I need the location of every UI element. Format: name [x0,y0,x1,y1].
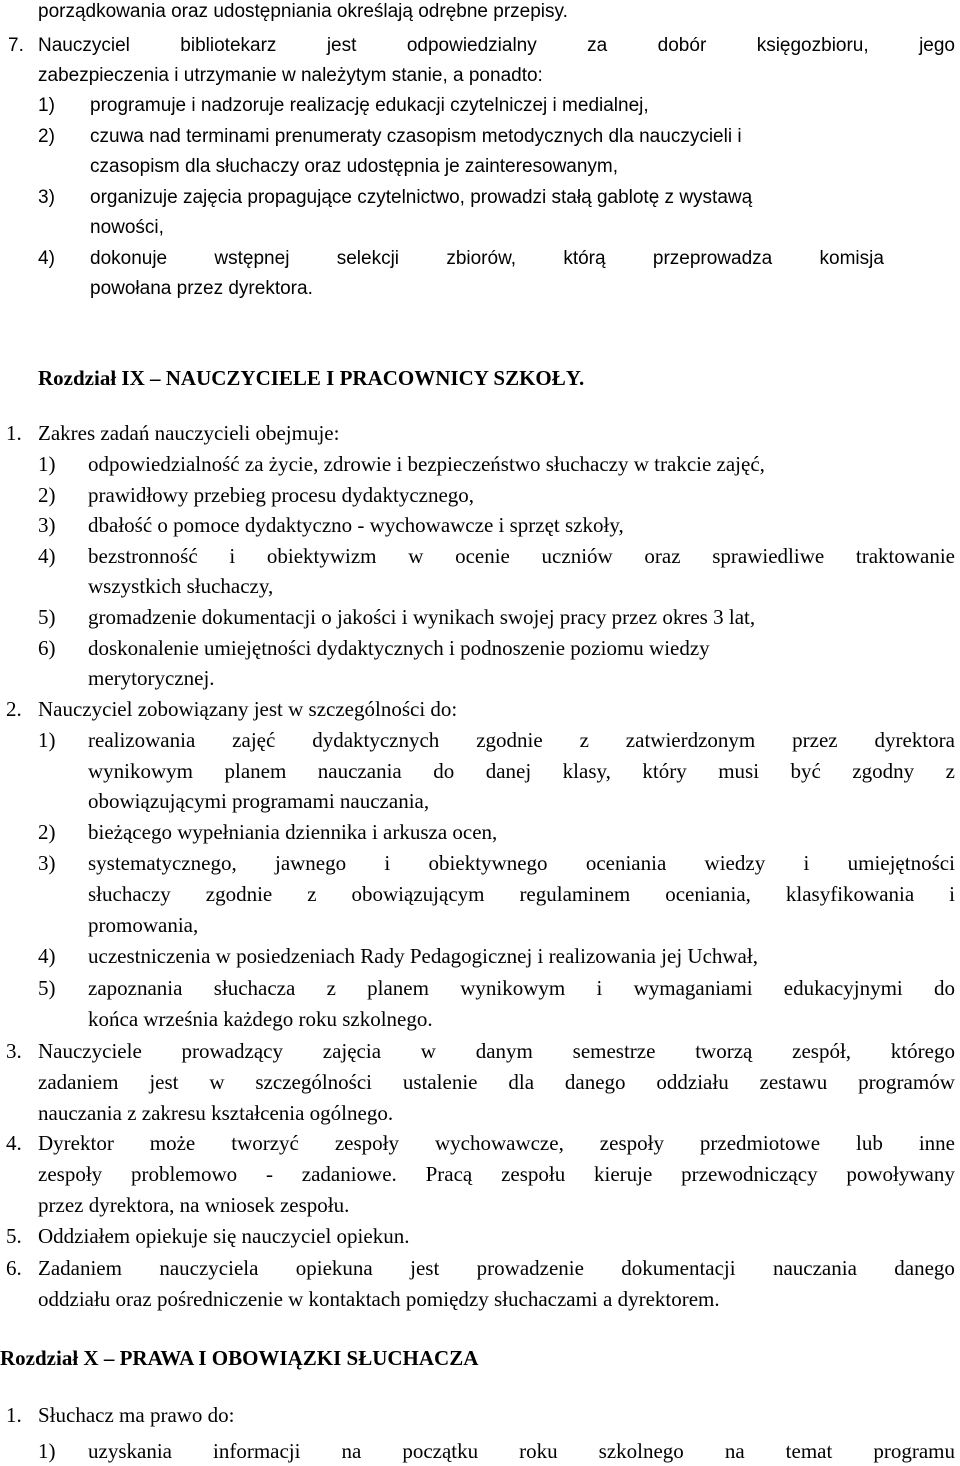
list-item-text [90,244,884,274]
list-number: 5. [6,1224,22,1248]
list-number: 1) [38,95,55,116]
list-item-text [88,725,955,755]
word: realizowania [88,728,196,752]
list-item-text: czuwa nad terminami prenumeraty czasopism metodycznych dla nauczycieli i [90,126,742,147]
word: edukacyjnymi [783,976,903,1000]
word: w [209,1070,225,1094]
word: obiektywizm [266,544,377,568]
word: dokumentacji [621,1256,736,1280]
word: klasy, [562,759,611,783]
word: prowadzący [181,1039,283,1063]
word: którą [563,248,606,269]
word: szczególności [255,1070,372,1094]
word: wychowawcze, [434,1131,564,1155]
list-item-text: dbałość o pomoce dydaktyczno - wychowawcze i sprzęt szkoły, [88,513,624,537]
word: systematycznego, [88,851,237,875]
word: oceniania [585,851,667,875]
word: i [949,882,955,906]
word: ocenie [455,544,510,568]
word: wynikowym [88,759,193,783]
word: odpowiedzialny [406,35,537,56]
list-number: 3) [38,187,55,208]
word: - [265,1162,273,1186]
word: i [803,851,810,875]
word: dydaktycznych [312,728,440,752]
word: temat [785,1439,833,1463]
word: Zadaniem [38,1256,122,1280]
word: ustalenie [402,1070,478,1094]
paragraph-line [38,1067,955,1097]
list-number: 6. [6,1256,22,1280]
list-item-text: promowania, [88,913,199,937]
word: zgodnie [205,882,273,906]
word: zespoły [599,1131,664,1155]
word: uczniów [541,544,613,568]
word: na [341,1439,362,1463]
word: roku [519,1439,558,1463]
word: który [642,759,687,783]
word: zapoznania [88,976,183,1000]
list-item-text: gromadzenie dokumentacji o jakości i wynikach swojej pracy przez okres 3 lat, [88,605,756,629]
list-item-text: odpowiedzialność za życie, zdrowie i bezpieczeństwo słuchaczy w trakcie zajęć, [88,452,765,476]
word: słuchaczy [88,882,171,906]
word: sprawiedliwe [712,544,825,568]
list-number: 1) [38,1439,56,1463]
word: przeprowadza [652,248,773,269]
word: dobór [657,35,707,56]
word: początku [402,1439,479,1463]
list-item-text: bieżącego wypełniania dziennika i arkusza ocen, [88,820,498,844]
word: powoływany [846,1162,955,1186]
list-item-text: programuje i nadzoruje realizację edukacji czytelniczej i medialnej, [90,95,649,116]
paragraph-line [38,1128,955,1158]
word: zestawu [759,1070,828,1094]
chapter-heading: Rozdział IX – NAUCZYCIELE I PRACOWNICY SZKOŁY. [38,366,585,390]
list-number: 1) [38,728,56,752]
word: dokonuje [90,248,168,269]
word: zajęcia [322,1039,382,1063]
word: bibliotekarz [180,35,277,56]
word: danej [485,759,532,783]
list-number: 3) [38,513,56,537]
word: bezstronność [88,544,198,568]
word: Dyrektor [38,1131,114,1155]
word: może [149,1131,196,1155]
list-number: 2) [38,483,56,507]
word: dyrektora [874,728,955,752]
word: nauczania [772,1256,857,1280]
list-item-text: końca września każdego roku szkolnego. [88,1007,433,1031]
word: księgozbioru, [756,35,869,56]
list-item-text: merytorycznej. [88,666,215,690]
word: wymaganiami [633,976,753,1000]
paragraph-line: Słuchacz ma prawo do: [38,1403,235,1427]
word: zatwierdzonym [625,728,756,752]
list-item-text: uczestniczenia w posiedzeniach Rady Pedagogicznej i realizowania jej Uchwał, [88,944,758,968]
list-number: 7. [8,35,24,56]
word: programów [858,1070,955,1094]
paragraph-line [38,1253,955,1283]
word: jest [149,1070,179,1094]
word: przewodniczący [681,1162,818,1186]
paragraph-line [38,1159,955,1189]
word: zespół, [792,1039,852,1063]
word: nauczania [317,759,402,783]
word: jego [919,35,955,56]
word: regulaminem [519,882,631,906]
word: przez [792,728,838,752]
word: komisja [819,248,884,269]
word: danym [475,1039,533,1063]
word: programu [873,1439,955,1463]
paragraph-line: oddziału oraz pośredniczenie w kontaktach pomiędzy słuchaczami a dyrektorem. [38,1287,720,1311]
list-number: 6) [38,636,56,660]
word: i [384,851,391,875]
word: problemowo [130,1162,238,1186]
word: jawnego [274,851,347,875]
word: zgodny [852,759,915,783]
word: słuchacza [213,976,296,1000]
list-number: 2. [6,697,22,721]
paragraph-line: Oddziałem opiekuje się nauczyciel opiekun. [38,1224,410,1248]
word: i [229,544,236,568]
word: w [420,1039,436,1063]
list-item-text: prawidłowy przebieg procesu dydaktycznego, [88,483,475,507]
list-number: 2) [38,820,56,844]
word: planem [224,759,287,783]
list-item-text: powołana przez dyrektora. [90,278,313,299]
list-item-text [88,1436,955,1466]
word: wiedzy [704,851,766,875]
word: zespoły [38,1162,103,1186]
list-number: 1) [38,452,56,476]
word: zadaniem [38,1070,119,1094]
word: lub [856,1131,883,1155]
list-number: 2) [38,126,55,147]
word: danego [894,1256,955,1280]
word: z [945,759,955,783]
word: wynikowym [460,976,566,1000]
word: zbiorów, [446,248,517,269]
word: Pracą [425,1162,473,1186]
word: przedmiotowe [699,1131,821,1155]
word: z [579,728,589,752]
word: na [724,1439,745,1463]
list-item-text: organizuje zajęcia propagujące czytelnictwo, prowadzi stałą gablotę z wystawą [90,187,753,208]
list-number: 4. [6,1131,22,1155]
word: danego [564,1070,626,1094]
word: traktowanie [855,544,955,568]
word: obowiązującym [351,882,485,906]
word: obiektywnego [428,851,548,875]
word: z [326,976,336,1000]
word: za [587,35,608,56]
list-item-text [88,879,955,909]
word: planem [367,976,429,1000]
word: w [408,544,424,568]
word: być [790,759,821,783]
list-number: 4) [38,248,55,269]
paragraph-line: porządkowania oraz udostępniania określają odrębne przepisy. [38,1,568,22]
paragraph-line: zabezpieczenia i utrzymanie w należytym stanie, a ponadto: [38,65,543,86]
list-item-text: czasopism dla słuchaczy oraz udostępnia je zainteresowanym, [90,156,619,177]
chapter-heading: Rozdział X – PRAWA I OBOWIĄZKI SŁUCHACZA [0,1346,479,1370]
list-number: 3. [6,1039,22,1063]
word: tworzą [695,1039,753,1063]
list-number: 1. [6,421,22,445]
list-number: 1. [6,1403,22,1427]
list-number: 3) [38,851,56,875]
word: Nauczyciele [38,1039,142,1063]
word: oceniania, [665,882,751,906]
word: uzyskania [88,1439,172,1463]
word: do [433,759,455,783]
word: tworzyć [231,1131,299,1155]
list-number: 4) [38,944,56,968]
word: zgodnie [476,728,543,752]
word: oraz [644,544,681,568]
word: do [934,976,955,1000]
word: z [307,882,317,906]
word: Nauczyciel [38,35,130,56]
list-number: 5) [38,605,56,629]
word: nauczyciela [159,1256,259,1280]
list-item-text [88,756,955,786]
paragraph-line: Zakres zadań nauczycieli obejmuje: [38,421,340,445]
word: kieruje [594,1162,653,1186]
word: semestrze [572,1039,656,1063]
list-item-text [88,848,955,878]
paragraph-line: nauczania z zakresu kształcenia ogólnego. [38,1101,394,1125]
word: i [596,976,603,1000]
word: selekcji [336,248,400,269]
list-item-text [88,973,955,1003]
word: inne [918,1131,955,1155]
word: zespołu [501,1162,566,1186]
word: szkolnego [598,1439,684,1463]
word: zadaniowe. [301,1162,397,1186]
word: prowadzenie [476,1256,584,1280]
word: wstępnej [214,248,290,269]
paragraph-line: przez dyrektora, na wniosek zespołu. [38,1193,350,1217]
word: dla [508,1070,535,1094]
word: jest [410,1256,440,1280]
word: musi [718,759,760,783]
word: którego [890,1039,955,1063]
list-number: 4) [38,544,56,568]
list-item-text: wszystkich słuchaczy, [88,574,274,598]
paragraph-line [38,1036,955,1066]
word: oddziału [656,1070,729,1094]
list-number: 5) [38,976,56,1000]
word: informacji [213,1439,301,1463]
list-item-text [88,541,955,571]
paragraph-line [38,31,955,61]
word: zespoły [334,1131,399,1155]
list-item-text: obowiązującymi programami nauczania, [88,789,430,813]
word: zajęć [232,728,276,752]
word: klasyfikowania [785,882,915,906]
list-item-text: nowości, [90,217,164,238]
word: opiekuna [295,1256,373,1280]
list-item-text: doskonalenie umiejętności dydaktycznych i podnoszenie poziomu wiedzy [88,636,710,660]
word: umiejętności [847,851,955,875]
paragraph-line: Nauczyciel zobowiązany jest w szczególności do: [38,697,458,721]
word: jest [326,35,357,56]
